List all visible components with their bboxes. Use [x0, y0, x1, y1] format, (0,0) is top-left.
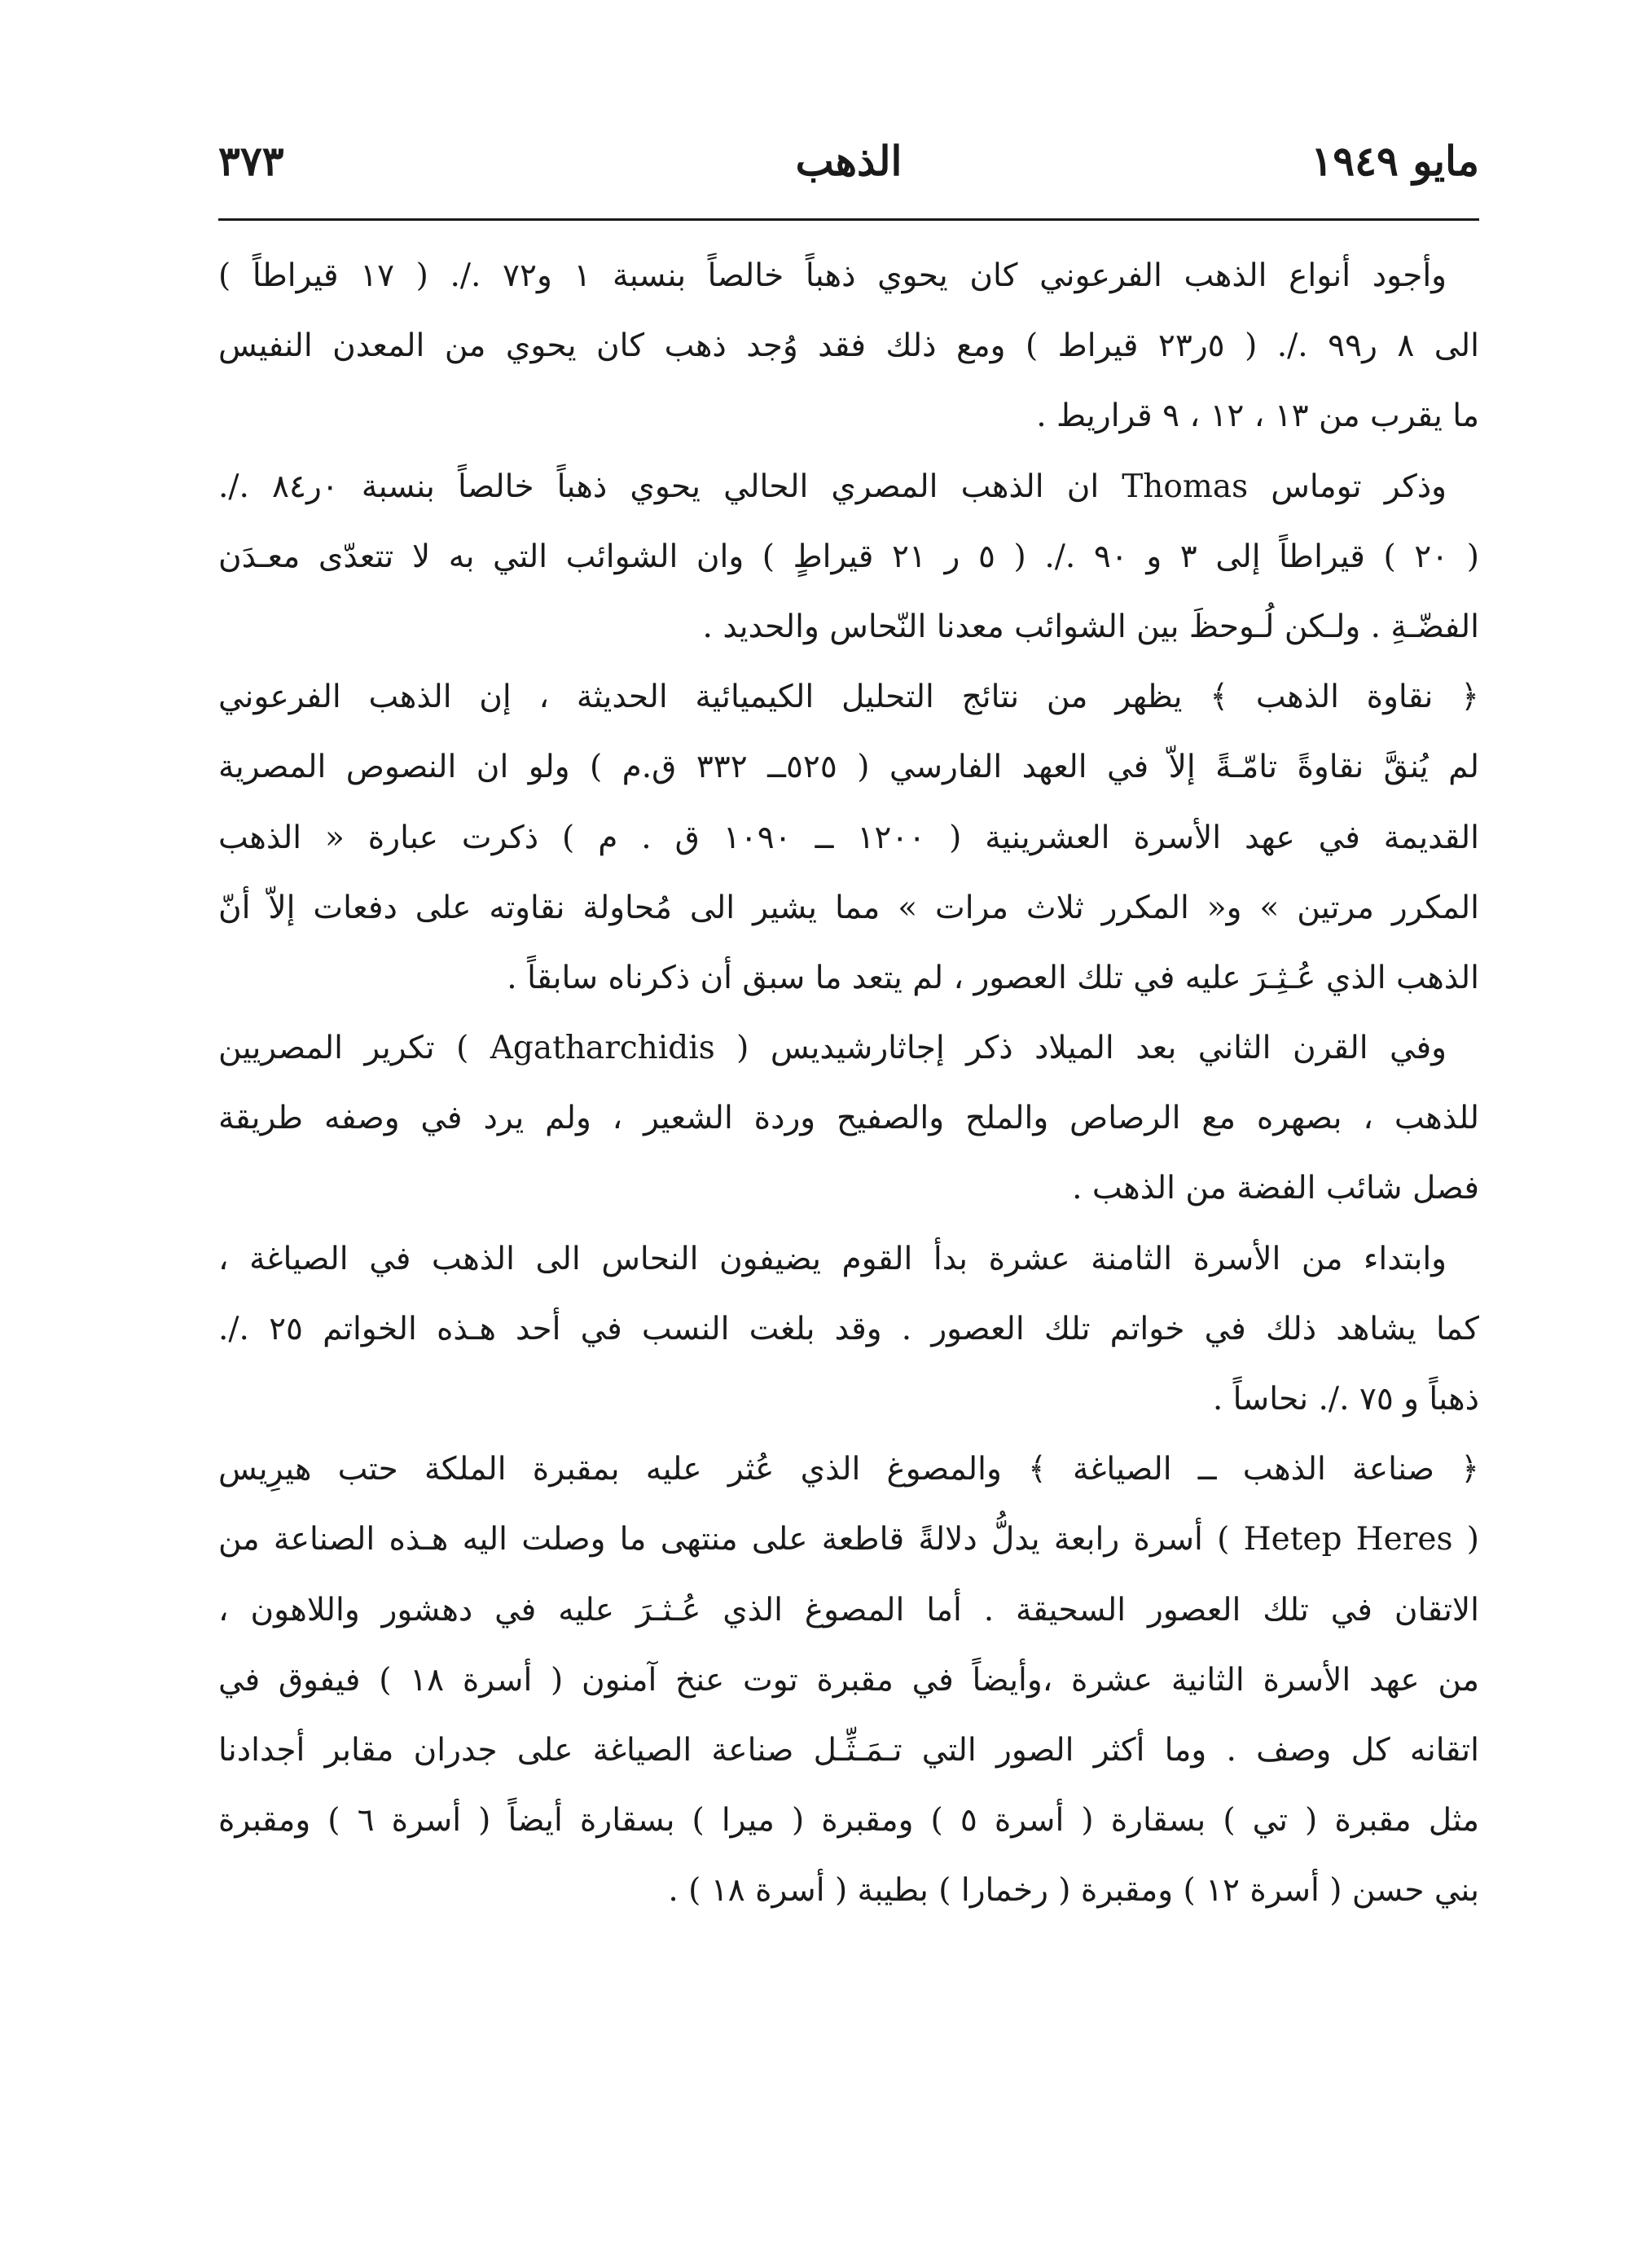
text-line: وأجود أنواع الذهب الفرعوني كان يحوي ذهباً خالصاً بنسبة ١ و٧٢ ./. ( ١٧ قيراطاً ): [218, 257, 1447, 294]
text-line: مثل مقبرة ( تي ) بسقارة ( أسرة ٥ ) ومقبرة ( ميرا ) بسقارة أيضاً ( أسرة ٦ ) ومقبرة: [218, 1802, 1479, 1839]
paragraph-thomas-analysis: [218, 452, 1479, 663]
paragraph-goldsmithing: [218, 1435, 1479, 1926]
text-line: ( Hetep Heres ) أسرة رابعة يدلُّ دلالةً قاطعة على منتهى ما وصلت اليه هـذه الصناعة من: [218, 1521, 1479, 1558]
paragraph-gold-purity-pharaonic: [218, 241, 1479, 452]
text-line: الى ٨ ر٩٩ ./. ( ٥ر٢٣ قيراط ) ومع ذلك فقد وُجد ذهب كان يحوي من المعدن النفيس: [218, 327, 1479, 365]
paragraph-copper-alloy: [218, 1224, 1479, 1435]
text-line: ( ٢٠ ) قيراطاً إلى ٣ و ٩٠ ./. ( ٥ ر ٢١ قيراطٍ ) وان الشوائب التي به لا تتعدّى معـدَن: [218, 538, 1479, 575]
text-line: القديمة في عهد الأسرة العشرينية ( ١٢٠٠ ــ ١٠٩٠ ق . م ) ذكرت عبارة « الذهب: [218, 819, 1479, 856]
header-rule: [218, 218, 1479, 221]
text-line: الفضّـةِ . ولـكن لُـوحظَ بين الشوائب معدنا النّحاس والحديد .: [702, 608, 1479, 645]
text-line: وابتداء من الأسرة الثامنة عشرة بدأ القوم يضيفون النحاس الى الذهب في الصياغة ،: [218, 1240, 1447, 1277]
text-line: للذهب ، بصهره مع الرصاص والملح والصفيح وردة الشعير ، ولم يرد في وصفه طريقة: [218, 1100, 1479, 1137]
text-line: وذكر توماس Thomas ان الذهب المصري الحالي يحوي ذهباً خالصاً بنسبة ٠ر٨٤ ./.: [218, 468, 1447, 505]
page-body: [218, 241, 1479, 1927]
text-line: ﴿ نقاوة الذهب ﴾ يظهر من نتائج التحليل الكيميائية الحديثة ، إن الذهب الفرعوني: [218, 679, 1479, 716]
text-line: ذهباً و ٧٥ ./. نحاساً .: [1212, 1381, 1479, 1418]
text-line: كما يشاهد ذلك في خواتم تلك العصور . وقد بلغت النسب في أحد هـذه الخواتم ٢٥ ./.: [218, 1310, 1479, 1347]
page-number: ٣٧٣: [218, 137, 284, 185]
text-line: بني حسن ( أسرة ١٢ ) ومقبرة ( رخمارا ) بطيبة ( أسرة ١٨ ) .: [668, 1872, 1479, 1910]
text-line: الاتقان في تلك العصور السحيقة . أما المصوغ الذي عُـثـرَ عليه في دهشور واللاهون ،: [218, 1591, 1479, 1628]
text-line: لم يُنقَّ نقاوةً تامّـةً إلاّ في العهد الفارسي ( ٥٢٥ــ ٣٣٢ ق.م ) ولو ان النصوص المصرية: [218, 749, 1479, 786]
running-header: [218, 122, 1479, 196]
text-line: من عهد الأسرة الثانية عشرة ،وأيضاً في مقبرة توت عنخ آمنون ( أسرة ١٨ ) فيفوق في: [218, 1661, 1479, 1699]
text-line: ما يقرب من ١٣ ، ١٢ ، ٩ قراريط .: [1036, 398, 1479, 435]
text-line: الذهب الذي عُـثِـرَ عليه في تلك العصور ، لم يتعد ما سبق أن ذكرناه سابقاً .: [507, 959, 1479, 996]
paragraph-gold-refining: [218, 662, 1479, 1013]
text-line: فصل شائب الفضة من الذهب .: [1072, 1170, 1479, 1207]
text-line: ﴿ صناعة الذهب ــ الصياغة ﴾ والمصوغ الذي عُثر عليه بمقبرة الملكة حتب هيرِيس: [218, 1451, 1479, 1488]
text-line: المكرر مرتين » و« المكرر ثلاث مرات » مما يشير الى مُحاولة نقاوته على دفعات إلاّ أنّ: [218, 889, 1479, 926]
text-line: وفي القرن الثاني بعد الميلاد ذكر إجاثارشيديس ( Agatharchidis ) تكرير المصريين: [218, 1030, 1447, 1067]
text-line: اتقانه كل وصف . وما أكثر الصور التي تـمَـثِّـل صناعة الصياغة على جدران مقابر أجدادنا: [218, 1731, 1479, 1769]
header-date: مايو ١٩٤٩: [1311, 137, 1479, 185]
paragraph-agatharchidis: [218, 1013, 1479, 1224]
header-title: الذهب: [795, 137, 903, 185]
